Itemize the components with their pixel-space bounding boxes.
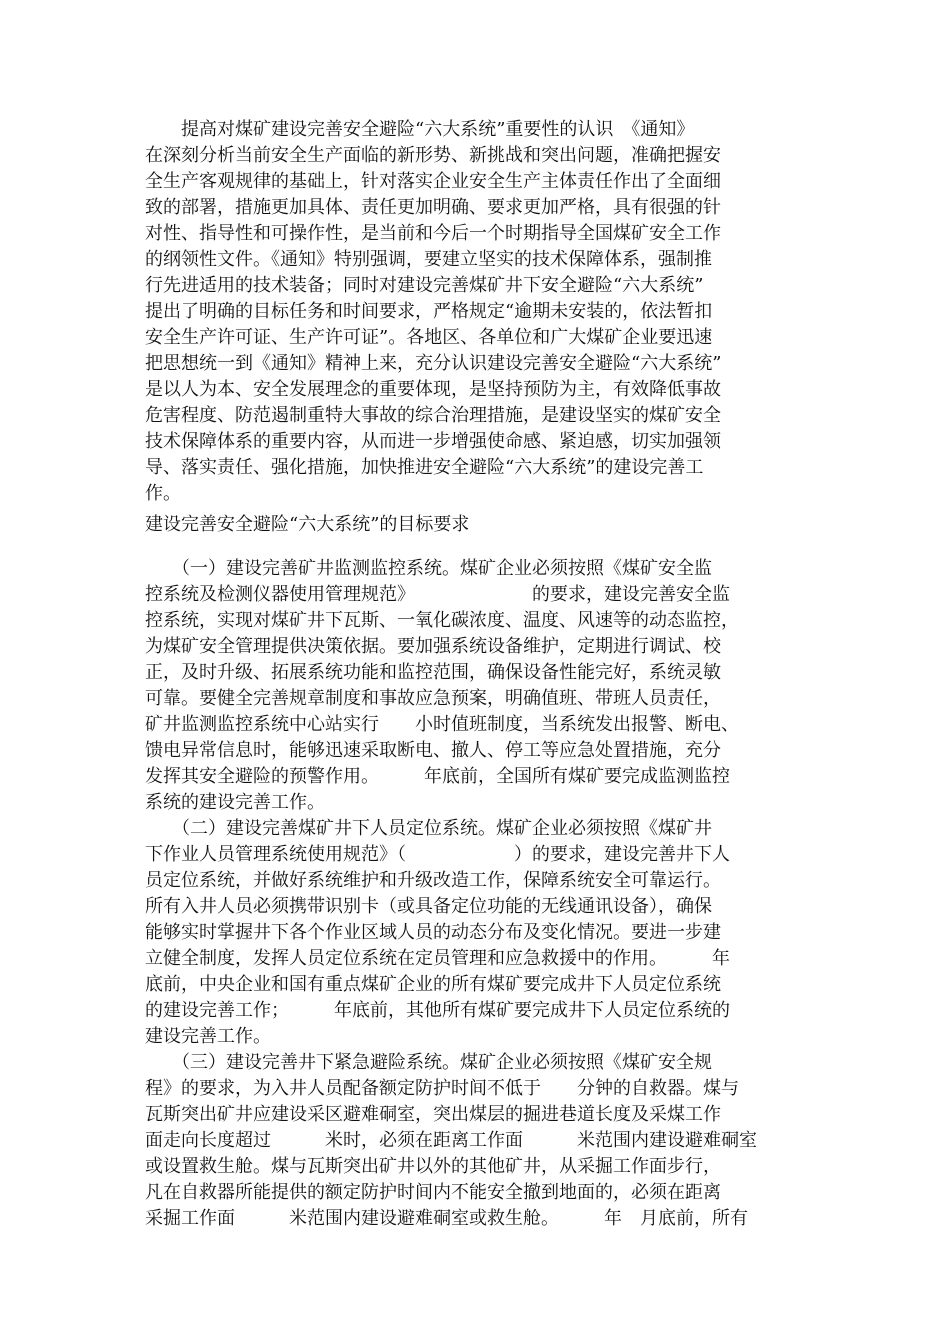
- text-line: 技术保障体系的重要内容，从而进一步增强使命感、紧迫感，切实加强领: [145, 431, 721, 452]
- text-line: 在深刻分析当前安全生产面临的新形势、新挑战和突出问题，准确把握安: [145, 145, 721, 166]
- text-line: 的纲领性文件。《通知》特别强调，要建立坚实的技术保障体系，强制推: [145, 249, 712, 270]
- text-line: 程》的要求，为入井人员配备额定防护时间不低于 分钟的自救器。煤与: [145, 1078, 739, 1099]
- text-line: 矿井监测监控系统中心站实行 小时值班制度，当系统发出报警、断电、: [145, 714, 739, 735]
- text-line: 作。: [145, 483, 181, 504]
- text-line: 致的部署，措施更加具体、责任更加明确、要求更加严格，具有很强的针: [145, 197, 721, 218]
- text-line: 立健全制度，发挥人员定位系统在定员管理和应急救援中的作用。 年: [145, 948, 730, 969]
- text-line: 凡在自救器所能提供的额定防护时间内不能安全撤到地面的，必须在距离: [145, 1182, 721, 1203]
- text-line: 员定位系统，并做好系统维护和升级改造工作，保障系统安全可靠运行。: [145, 870, 721, 891]
- text-line: 下作业人员管理系统使用规范》（ ）的要求，建设完善井下人: [145, 844, 730, 865]
- text-line: 采掘工作面 米范围内建设避难硐室或救生舱。 年 月底前，所有: [145, 1208, 748, 1229]
- text-line: 面走向长度超过 米时，必须在距离工作面 米范围内建设避难硐室: [145, 1130, 757, 1151]
- text-line: 提出了明确的目标任务和时间要求，严格规定“逾期未安装的，依法暂扣: [145, 301, 713, 322]
- text-line: 导、落实责任、强化措施，加快推进安全避险“六大系统”的建设完善工: [145, 457, 704, 478]
- text-line: 对性、指导性和可操作性，是当前和今后一个时期指导全国煤矿安全工作: [145, 223, 721, 244]
- section-heading: 建设完善安全避险“六大系统”的目标要求: [145, 514, 470, 535]
- text-line: 的建设完善工作； 年底前，其他所有煤矿要完成井下人员定位系统的: [145, 1000, 730, 1021]
- text-line: 建设完善工作。: [145, 1026, 271, 1047]
- text-line: 底前，中央企业和国有重点煤矿企业的所有煤矿要完成井下人员定位系统: [145, 974, 721, 995]
- text-line: 提高对煤矿建设完善安全避险“六大系统”重要性的认识 《通知》: [145, 119, 695, 140]
- text-line: 控系统，实现对煤矿井下瓦斯、一氧化碳浓度、温度、风速等的动态监控，: [145, 610, 739, 631]
- text-line: 是以人为本、安全发展理念的重要体现，是坚持预防为主，有效降低事故: [145, 379, 721, 400]
- text-line: 能够实时掌握井下各个作业区域人员的动态分布及变化情况。要进一步建: [145, 922, 721, 943]
- text-line: 行先进适用的技术装备；同时对建设完善煤矿井下安全避险“六大系统”: [145, 275, 704, 296]
- text-line: 控系统及检测仪器使用管理规范》 的要求，建设完善安全监: [145, 584, 730, 605]
- text-line: 馈电异常信息时，能够迅速采取断电、撤人、停工等应急处置措施，充分: [145, 740, 721, 761]
- paragraph-requirements: [145, 556, 815, 1232]
- text-line: 危害程度、防范遏制重特大事故的综合治理措施，是建设坚实的煤矿安全: [145, 405, 721, 426]
- text-line: 或设置救生舱。煤与瓦斯突出矿井以外的其他矿井，从采掘工作面步行，: [145, 1156, 721, 1177]
- text-line: （三）建设完善井下紧急避险系统。煤矿企业必须按照《煤矿安全规: [145, 1052, 712, 1073]
- text-line: 系统的建设完善工作。: [145, 792, 325, 813]
- text-line: 把思想统一到《通知》精神上来，充分认识建设完善安全避险“六大系统”: [145, 353, 722, 374]
- text-line: 为煤矿安全管理提供决策依据。要加强系统设备维护，定期进行调试、校: [145, 636, 721, 657]
- text-line: 瓦斯突出矿井应建设采区避难硐室，突出煤层的掘进巷道长度及采煤工作: [145, 1104, 721, 1125]
- text-line: 发挥其安全避险的预警作用。 年底前，全国所有煤矿要完成监测监控: [145, 766, 730, 787]
- text-line: 全生产客观规律的基础上，针对落实企业安全生产主体责任作出了全面细: [145, 171, 721, 192]
- text-line: （二）建设完善煤矿井下人员定位系统。煤矿企业必须按照《煤矿井: [145, 818, 712, 839]
- text-line: 安全生产许可证、生产许可证”。各地区、各单位和广大煤矿企业要迅速: [145, 327, 713, 348]
- text-line: 可靠。要健全完善规章制度和事故应急预案，明确值班、带班人员责任，: [145, 688, 721, 709]
- text-line: 所有入井人员必须携带识别卡（或具备定位功能的无线通讯设备），确保: [145, 896, 712, 917]
- text-line: （一）建设完善矿井监测监控系统。煤矿企业必须按照《煤矿安全监: [145, 558, 712, 579]
- text-line: 正，及时升级、拓展系统功能和监控范围，确保设备性能完好，系统灵敏: [145, 662, 721, 683]
- paragraph-importance: [145, 117, 815, 507]
